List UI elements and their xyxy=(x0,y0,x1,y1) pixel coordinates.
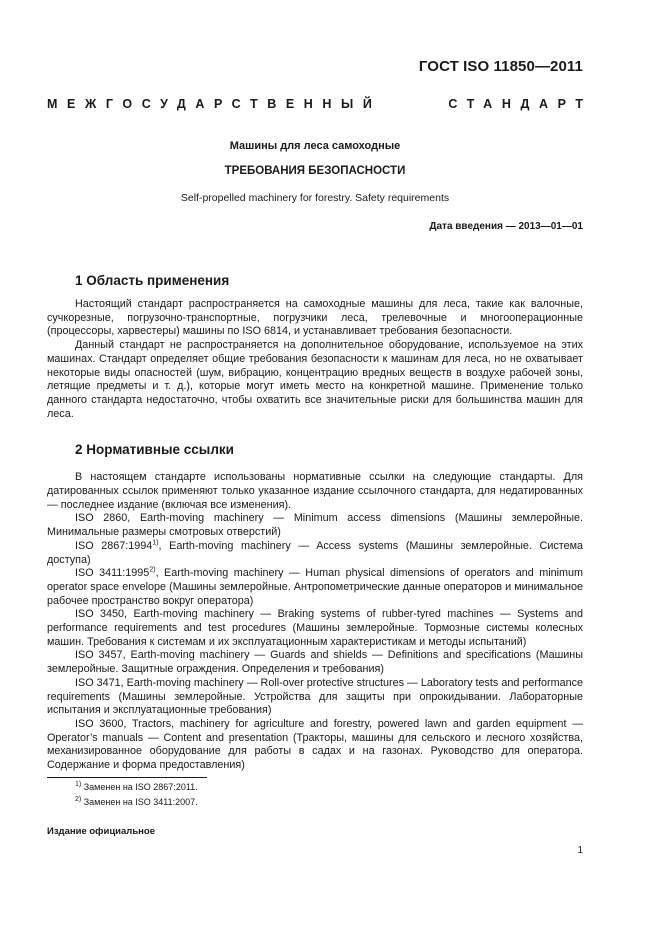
section-2-title: 2 Нормативные ссылки xyxy=(75,442,234,458)
footnote-1 xyxy=(75,780,198,795)
reference-iso-2860: ISO 2860, Earth-moving machinery — Minimum access dimensions (Машины землеройные. Минимальные размеры смотровых отверстий) xyxy=(47,512,583,539)
section-2-intro: В настоящем стандарте использованы нормативные ссылки на следующие стандарты. Для датированных ссылок применяют только указанное издание ссылочного стандарта, для недатированных — последнее издание (включая все изменения). xyxy=(47,471,583,511)
section-1-paragraph-1: Настоящий стандарт распространяется на самоходные машины для леса, такие как валочные, сучкорезные, погрузочно-транспортные, погрузчики леса, трелевочные и многооперационные (процессоры, харвестеры) машины по ISO 6814, и устанавливает требования безопасности. xyxy=(47,298,583,338)
reference-text: , Earth-moving machinery — Human physical dimensions of operators and minimum operator space envelope (Машины землеройные. Антропометрические данные операторов и минимальное рабочее пространство вокруг оператора) xyxy=(47,567,583,607)
footnote-separator xyxy=(47,777,207,778)
reference-iso-3457: ISO 3457, Earth-moving machinery — Guards and shields — Definitions and specifications (Машины землеройные. Защитные ограждения. Определения и требования) xyxy=(47,649,583,676)
document-body xyxy=(47,272,583,773)
footnote-2-mark: 2) xyxy=(75,796,82,803)
footnote-2 xyxy=(75,795,198,810)
reference-text: , Earth-moving machinery — Access systems (Машины землеройные. Система доступа) xyxy=(47,539,584,566)
interstate-word: МЕЖГОСУДАРСТВЕННЫЙ xyxy=(47,97,382,111)
official-edition-label: Издание официальное xyxy=(47,826,155,837)
document-number: ГОСТ ISO 11850—2011 xyxy=(418,58,583,75)
introduction-date: Дата введения — 2013—01—01 xyxy=(429,221,583,232)
title-russian-subtitle: ТРЕБОВАНИЯ БЕЗОПАСНОСТИ xyxy=(224,165,406,177)
reference-iso-3411 xyxy=(47,567,583,608)
reference-code: ISO 3411:1995 xyxy=(75,567,150,580)
reference-code: ISO 2867:1994 xyxy=(75,539,153,552)
title-russian: Машины для леса самоходные xyxy=(229,140,401,152)
reference-iso-3450: ISO 3450, Earth-moving machinery — Braking systems of rubber-tyred machines — Systems and performance requirements and test procedures (Машины землеройные. Тормозные системы колесных машин. Требования к системам и их эксплуатационным характеристикам и методы испытаний) xyxy=(47,608,583,648)
section-1-paragraph-2: Данный стандарт не распространяется на дополнительное оборудование, используемое на этих машинах. Стандарт определяет общие требования безопасности к машинам для леса, но не охватывает некоторые виды опасностей (шум, вибрацию, концентрацию вредных веществ в воздухе рабочей зоны, летящие предметы и т. д.), которые могут иметь место на конкретной машине. Применение только данного стандарта недостаточно, чтобы охватить все значительные риски для большинства машин для леса. xyxy=(47,339,583,420)
title-english: Self-propelled machinery for forestry. Safety requirements xyxy=(180,192,450,204)
page-number: 1 xyxy=(577,845,583,856)
footnotes xyxy=(75,780,198,810)
section-1-title: 1 Область применения xyxy=(75,273,230,288)
footnote-1-mark: 1) xyxy=(75,781,82,788)
interstate-standard-heading xyxy=(47,97,593,111)
standard-word: СТАНДАРТ xyxy=(448,97,593,111)
footnote-1-text: Заменен на ISO 2867:2011. xyxy=(81,782,198,792)
footnote-marker: 1) xyxy=(152,539,159,547)
footnote-marker: 2) xyxy=(149,566,156,574)
reference-iso-2867 xyxy=(47,540,583,567)
footnote-2-text: Заменен на ISO 3411:2007. xyxy=(81,797,198,807)
reference-iso-3600: ISO 3600, Tractors, machinery for agriculture and forestry, powered lawn and garden equipment — Operator’s manuals — Content and presentation (Тракторы, машины для сельского и лесного хозяйства, механизированное оборудование для работы в садах и на газонах. Руководство для оператора. Содержание и форма предоставления) xyxy=(47,717,583,772)
reference-iso-3471: ISO 3471, Earth-moving machinery — Roll-over protective structures — Laboratory tests and performance requirements (Машины землеройные. Устройства для защиты при опрокидывании. Лабораторные испытания и эксплуатационные требования) xyxy=(47,676,583,717)
